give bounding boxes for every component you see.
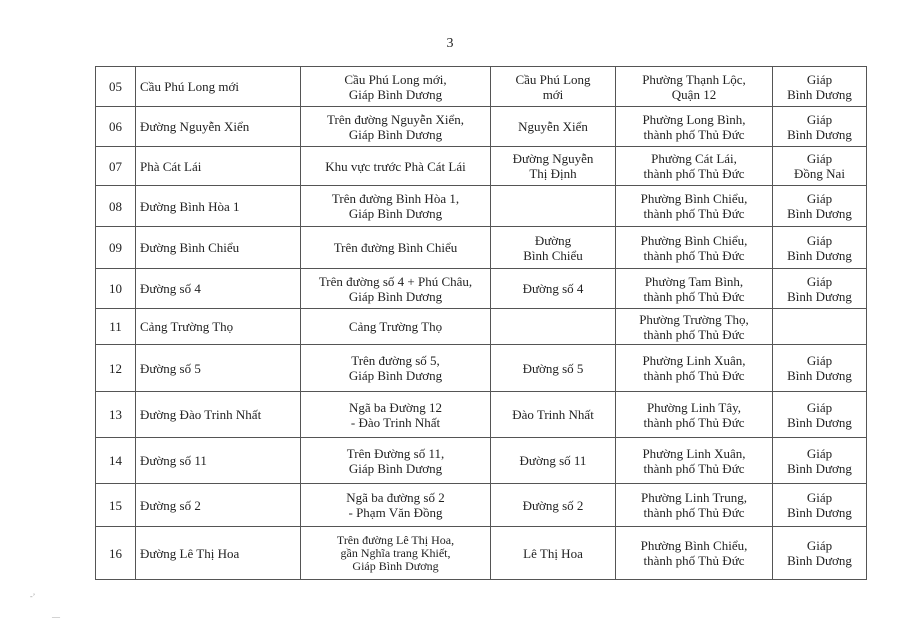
checkpoint-location: Trên đường số 4 + Phú Châu, Giáp Bình Dương — [301, 269, 491, 309]
row-number: 14 — [96, 438, 136, 484]
table-row — [96, 227, 867, 269]
ward-name: Phường Linh Xuân, thành phố Thủ Đức — [616, 345, 773, 392]
row-number: 13 — [96, 392, 136, 438]
table-row — [96, 345, 867, 392]
checkpoint-table — [95, 66, 867, 580]
checkpoint-location: Trên đường Bình Hòa 1, Giáp Bình Dương — [301, 186, 491, 227]
table-row — [96, 67, 867, 107]
checkpoint-location: Cầu Phú Long mới, Giáp Bình Dương — [301, 67, 491, 107]
ward-name: Phường Long Bình, thành phố Thủ Đức — [616, 107, 773, 147]
road-name: Đường số 2 — [491, 484, 616, 527]
road-name: Đường số 11 — [491, 438, 616, 484]
border-province: Giáp Bình Dương — [773, 107, 867, 147]
ward-name: Phường Bình Chiểu, thành phố Thủ Đức — [616, 227, 773, 269]
table-row — [96, 392, 867, 438]
row-number: 05 — [96, 67, 136, 107]
ward-name: Phường Trường Thọ, thành phố Thủ Đức — [616, 309, 773, 345]
checkpoint-location: Ngã ba Đường 12 - Đào Trinh Nhất — [301, 392, 491, 438]
checkpoint-name: Đường số 5 — [136, 345, 301, 392]
border-province: Giáp Đồng Nai — [773, 147, 867, 186]
road-name: Đường Bình Chiểu — [491, 227, 616, 269]
table-row — [96, 484, 867, 527]
border-province: Giáp Bình Dương — [773, 392, 867, 438]
road-name: Đường số 5 — [491, 345, 616, 392]
scan-mark: — — [52, 612, 60, 621]
checkpoint-location: Trên đường Nguyễn Xiển, Giáp Bình Dương — [301, 107, 491, 147]
checkpoint-location: Trên đường Bình Chiểu — [301, 227, 491, 269]
border-province — [773, 309, 867, 345]
table-row — [96, 309, 867, 345]
border-province: Giáp Bình Dương — [773, 227, 867, 269]
row-number: 15 — [96, 484, 136, 527]
table-row — [96, 527, 867, 580]
ward-name: Phường Cát Lái, thành phố Thủ Đức — [616, 147, 773, 186]
table-row — [96, 438, 867, 484]
checkpoint-name: Đường số 4 — [136, 269, 301, 309]
road-name: Cầu Phú Long mới — [491, 67, 616, 107]
row-number: 08 — [96, 186, 136, 227]
border-province: Giáp Bình Dương — [773, 484, 867, 527]
row-number: 11 — [96, 309, 136, 345]
checkpoint-location: Trên đường Lê Thị Hoa, gần Nghĩa trang Khiết, Giáp Bình Dương — [301, 527, 491, 580]
row-number: 07 — [96, 147, 136, 186]
checkpoint-name: Cầu Phú Long mới — [136, 67, 301, 107]
row-number: 10 — [96, 269, 136, 309]
ward-name: Phường Linh Xuân, thành phố Thủ Đức — [616, 438, 773, 484]
checkpoint-location: Cảng Trường Thọ — [301, 309, 491, 345]
checkpoint-name: Đường Bình Hòa 1 — [136, 186, 301, 227]
row-number: 09 — [96, 227, 136, 269]
ward-name: Phường Bình Chiểu, thành phố Thủ Đức — [616, 186, 773, 227]
table-row — [96, 107, 867, 147]
row-number: 12 — [96, 345, 136, 392]
road-name: Đường Nguyễn Thị Định — [491, 147, 616, 186]
road-name: Đào Trinh Nhất — [491, 392, 616, 438]
checkpoint-name: Đường Bình Chiểu — [136, 227, 301, 269]
checkpoint-name: Phà Cát Lái — [136, 147, 301, 186]
road-name: Nguyễn Xiển — [491, 107, 616, 147]
road-name: Đường số 4 — [491, 269, 616, 309]
ward-name: Phường Linh Tây, thành phố Thủ Đức — [616, 392, 773, 438]
checkpoint-location: Khu vực trước Phà Cát Lái — [301, 147, 491, 186]
checkpoint-name: Đường Lê Thị Hoa — [136, 527, 301, 580]
ward-name: Phường Linh Trung, thành phố Thủ Đức — [616, 484, 773, 527]
border-province: Giáp Bình Dương — [773, 269, 867, 309]
checkpoint-location: Ngã ba đường số 2 - Phạm Văn Đồng — [301, 484, 491, 527]
scan-mark: -’ — [30, 592, 36, 601]
road-name: Lê Thị Hoa — [491, 527, 616, 580]
ward-name: Phường Bình Chiểu, thành phố Thủ Đức — [616, 527, 773, 580]
border-province: Giáp Bình Dương — [773, 527, 867, 580]
row-number: 16 — [96, 527, 136, 580]
checkpoint-location: Trên đường số 5, Giáp Bình Dương — [301, 345, 491, 392]
checkpoint-name: Cảng Trường Thọ — [136, 309, 301, 345]
table-row — [96, 269, 867, 309]
checkpoint-name: Đường Nguyễn Xiển — [136, 107, 301, 147]
border-province: Giáp Bình Dương — [773, 345, 867, 392]
checkpoint-name: Đường số 2 — [136, 484, 301, 527]
checkpoint-location: Trên Đường số 11, Giáp Bình Dương — [301, 438, 491, 484]
border-province: Giáp Bình Dương — [773, 67, 867, 107]
checkpoint-name: Đường Đào Trinh Nhất — [136, 392, 301, 438]
page-number: 3 — [446, 36, 454, 51]
road-name — [491, 186, 616, 227]
table-row — [96, 147, 867, 186]
ward-name: Phường Tam Bình, thành phố Thủ Đức — [616, 269, 773, 309]
checkpoint-name: Đường số 11 — [136, 438, 301, 484]
ward-name: Phường Thạnh Lộc, Quận 12 — [616, 67, 773, 107]
border-province: Giáp Bình Dương — [773, 438, 867, 484]
road-name — [491, 309, 616, 345]
border-province: Giáp Bình Dương — [773, 186, 867, 227]
row-number: 06 — [96, 107, 136, 147]
table-row — [96, 186, 867, 227]
